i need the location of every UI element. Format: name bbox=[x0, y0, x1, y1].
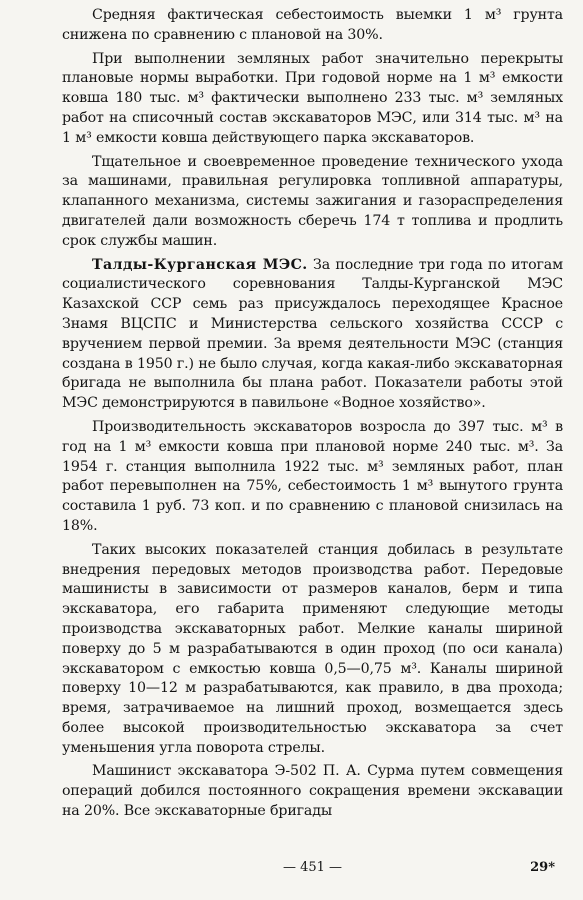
signature-mark: 29* bbox=[530, 860, 555, 875]
paragraph-7-text: Машинист экскаватора Э-502 П. А. Сурма путем совмещения операций добился постоянного сокращения времени экскавации на 20%. Все экскаваторные бригады bbox=[62, 763, 563, 820]
paragraph-5-text: Производительность экскаваторов возросла до 397 тыс. м³ в год на 1 м³ емкости ковша при плановой норме 240 тыс. м³. За 1954 г. станция выполнила 1922 тыс. м³ земляных работ, план работ перевыполнен на 75%, себестоимость 1 м³ вынутого грунта составила 1 руб. 73 коп. и по сравнению с плановой снизилась на 18%. bbox=[62, 418, 563, 534]
paragraph-2 bbox=[62, 50, 563, 149]
paragraph-4-text: За последние три года по итогам социалистического соревнования Талды-Курганской МЭС Казахской ССР семь раз присуждалось переходящее Красное Знамя ВЦСПС и Министерства сельского хозяйства СССР с вручением первой премии. За время деятельности МЭС (станция создана в 1950 г.) не было случая, когда какая-либо экскаваторная бригада не выполнила бы плана работ. Показатели работы этой МЭС демонстрируются в павильоне «Водное хозяйство». bbox=[62, 256, 564, 412]
paragraph-1 bbox=[62, 6, 563, 46]
paragraph-6 bbox=[62, 541, 563, 759]
paragraph-3-text: Тщательное и своевременное проведение технического ухода за машинами, правильная регулировка топливной аппаратуры, клапанного механизма, системы зажигания и газораспределения двигателей дали возможность сберечь 174 т топлива и продлить срок службы машин. bbox=[62, 153, 563, 249]
page-number: — 451 — bbox=[282, 860, 343, 875]
paragraph-2-text: При выполнении земляных работ значительно перекрыты плановые нормы выработки. При годовой норме на 1 м³ емкости ковша 180 тыс. м³ фактически выполнено 233 тыс. м³ земляных работ на списочный состав экскаваторов МЭС, или 314 тыс. м³ на 1 м³ емкости ковша действующего парка экскаваторов. bbox=[62, 50, 563, 146]
section-lead-heading: Талды-Курганская МЭС. bbox=[92, 256, 308, 273]
paragraph-4 bbox=[62, 256, 563, 414]
paragraph-1-text: Средняя фактическая себестоимость выемки 1 м³ грунта снижена по сравнению с плановой на 30%. bbox=[62, 7, 563, 43]
paragraph-3 bbox=[62, 153, 563, 252]
text-column bbox=[62, 6, 563, 822]
page-footer bbox=[62, 858, 563, 878]
paragraph-5 bbox=[62, 418, 563, 537]
paragraph-7 bbox=[62, 762, 563, 821]
paragraph-6-text: Таких высоких показателей станция добилась в результате внедрения передовых методов производства работ. Передовые машинисты в зависимости от размеров каналов, берм и типа экскаватора, его габарита применяют следующие методы производства экскаваторных работ. Мелкие каналы шириной поверху до 5 м разрабатываются в один проход (по оси канала) экскаватором с емкостью ковша 0,5—0,75 м³. Каналы шириной поверху 10—12 м разрабатываются, как правило, в два прохода; время, затрачиваемое на лишний проход, возмещается здесь более высокой производительностью экскаватора за счет уменьшения угла поворота стрелы. bbox=[62, 541, 563, 756]
